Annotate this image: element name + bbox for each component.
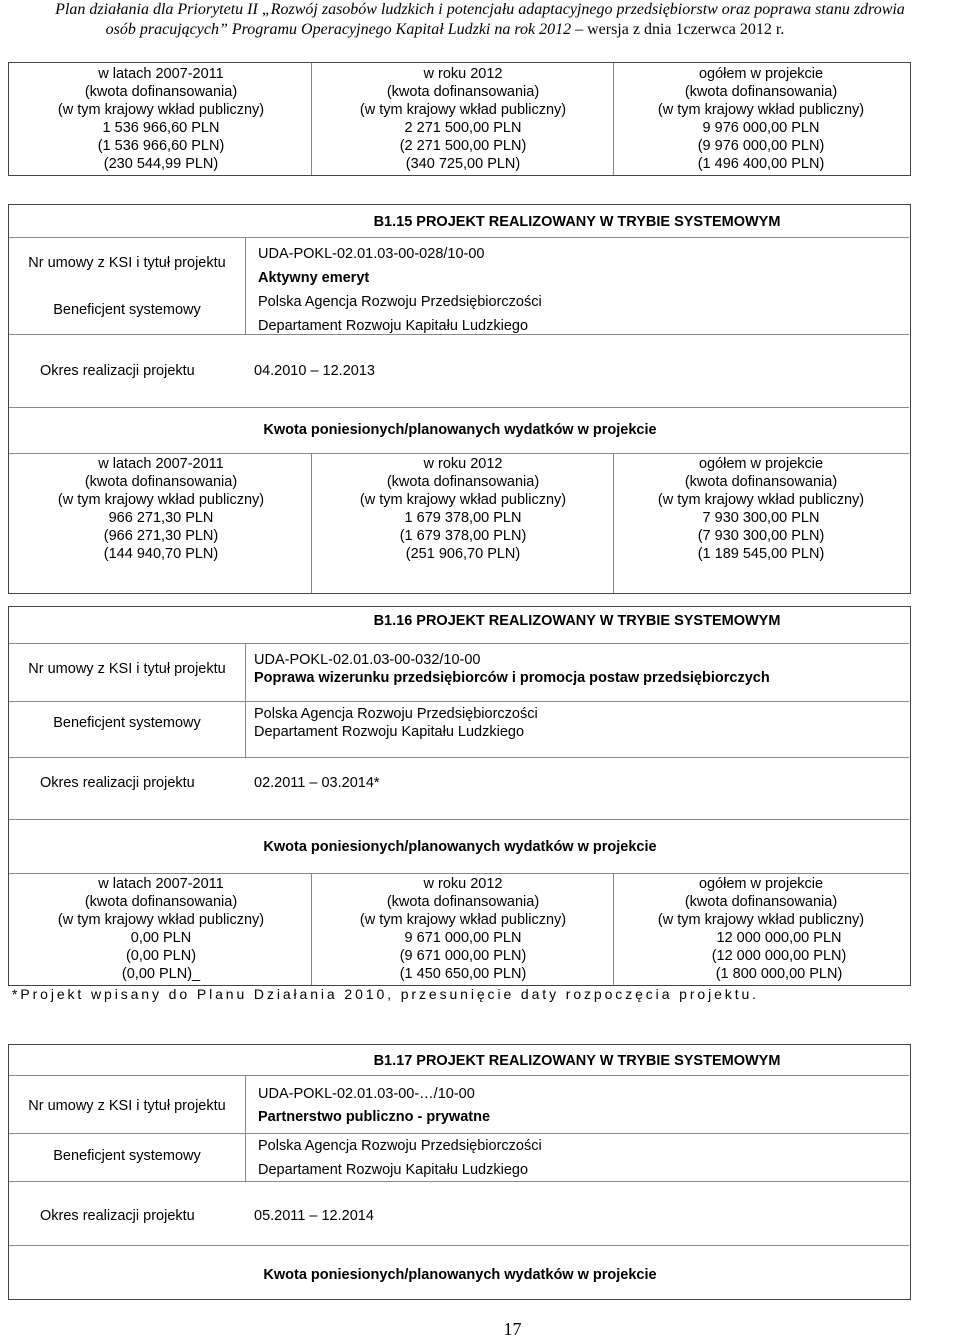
project-title: B1.17 PROJEKT REALIZOWANY W TRYBIE SYSTEMOWYM	[373, 1053, 781, 1069]
contract-label: Nr umowy z KSI i tytuł projektu	[28, 661, 226, 677]
project-name: Poprawa wizerunku przedsiębiorców i promocja postaw przedsiębiorczych	[254, 670, 770, 686]
expenses-col1-cell: w latach 2007-2011 (kwota dofinansowania) (w tym krajowy wkład publiczny) 966 271,30 PLN (966 271,30 PLN) (144 940,70 PLN)	[10, 455, 312, 563]
contract-label: Nr umowy z KSI i tytuł projektu	[28, 255, 226, 271]
page-number: 17	[503, 1319, 522, 1339]
amount-cofin: (966 271,30 PLN)	[103, 528, 219, 544]
amount-national: (1 189 545,00 PLN)	[697, 546, 825, 562]
amount-national: (1 800 000,00 PLN)	[715, 966, 843, 982]
amount-cofin: (1 679 378,00 PLN)	[399, 528, 527, 544]
amount-national: (251 906,70 PLN)	[405, 546, 521, 562]
top-col1-cell: w latach 2007-2011 (kwota dofinansowania) (w tym krajowy wkład publiczny) 1 536 966,60 PLN (1 536 966,60 PLN) (230 544,99 PLN)	[10, 65, 312, 173]
amount-total: 966 271,30 PLN	[108, 510, 214, 526]
contract-code: UDA-POKL-02.01.03-00-…/10-00	[258, 1086, 475, 1102]
period-to: 12.2013	[322, 363, 375, 379]
amount-total: 7 930 300,00 PLN	[702, 510, 820, 526]
amount-cofin: (9 671 000,00 PLN)	[399, 948, 527, 964]
contract-label: Nr umowy z KSI i tytuł projektu	[28, 1098, 226, 1114]
project-title: B1.15 PROJEKT REALIZOWANY W TRYBIE SYSTEMOWYM	[373, 214, 781, 230]
amount-total: 0,00 PLN	[130, 930, 192, 946]
expenses-col2-cell: w roku 2012 (kwota dofinansowania) (w tym krajowy wkład publiczny) 1 679 378,00 PLN (1 679 378,00 PLN) (251 906,70 PLN)	[312, 455, 614, 563]
period-from: 04.2010	[254, 363, 307, 379]
amount-cofin: (7 930 300,00 PLN)	[697, 528, 825, 544]
contract-code: UDA-POKL-02.01.03-00-028/10-00	[258, 246, 485, 262]
header-line-2-italic: osób pracujących” Programu Operacyjnego Kapitał Ludzki na rok 2012 –	[105, 21, 584, 38]
beneficiary-name: Polska Agencja Rozwoju Przedsiębiorczości	[258, 1138, 542, 1154]
amount-total: 12 000 000,00 PLN	[716, 930, 842, 946]
amount-cofin: (9 976 000,00 PLN)	[697, 138, 825, 154]
period-label: Okres realizacji projektu	[40, 775, 195, 791]
amount-national: (1 450 650,00 PLN)	[399, 966, 527, 982]
header-line-2-version: wersja z dnia 1czerwca 2012 r.	[583, 21, 785, 38]
project-name: Partnerstwo publiczno - prywatne	[258, 1109, 491, 1125]
beneficiary-name: Polska Agencja Rozwoju Przedsiębiorczości	[254, 706, 538, 722]
contract-code: UDA-POKL-02.01.03-00-032/10-00	[254, 652, 481, 668]
header-line-1: Plan działania dla Priorytetu II „Rozwój zasobów ludzkich i potencjału adaptacyjnego przedsiębiorstw oraz poprawa stanu zdrowia	[55, 1, 905, 18]
project-title: B1.16 PROJEKT REALIZOWANY W TRYBIE SYSTEMOWYM	[373, 613, 781, 629]
amount-total: 2 271 500,00 PLN	[404, 120, 522, 136]
amount-cofin: (12 000 000,00 PLN)	[711, 948, 847, 964]
beneficiary-label: Beneficjent systemowy	[53, 302, 201, 318]
project-name: Aktywny emeryt	[258, 270, 370, 286]
period-value: 05.2011 – 12.2014	[254, 1208, 374, 1224]
period-from: 05.2011	[254, 1208, 306, 1224]
amount-cofin: (2 271 500,00 PLN)	[399, 138, 527, 154]
expenses-col1-cell: w latach 2007-2011 (kwota dofinansowania) (w tym krajowy wkład publiczny) 0,00 PLN (0,00 PLN) (0,00 PLN)_	[10, 875, 312, 983]
amount-national: (144 940,70 PLN)	[103, 546, 219, 562]
amount-national: (340 725,00 PLN)	[405, 156, 521, 172]
amount-total: 9 671 000,00 PLN	[404, 930, 522, 946]
expenses-label: Kwota poniesionych/planowanych wydatków w projekcie	[263, 1267, 657, 1283]
beneficiary-department: Departament Rozwoju Kapitału Ludzkiego	[258, 1162, 529, 1178]
footnote: *Projekt wpisany do Planu Działania 2010, przesunięcie daty rozpoczęcia projektu.	[12, 986, 759, 1002]
top-col2-cell: w roku 2012 (kwota dofinansowania) (w tym krajowy wkład publiczny) 2 271 500,00 PLN (2 271 500,00 PLN) (340 725,00 PLN)	[312, 65, 614, 173]
period-to: 12.2014	[321, 1208, 374, 1224]
amount-total: 1 536 966,60 PLN	[102, 120, 220, 136]
expenses-col2-cell: w roku 2012 (kwota dofinansowania) (w tym krajowy wkład publiczny) 9 671 000,00 PLN (9 671 000,00 PLN) (1 450 650,00 PLN)	[312, 875, 614, 983]
expenses-col3-cell: ogółem w projekcie (kwota dofinansowania) (w tym krajowy wkład publiczny) 7 930 300,00 PLN (7 930 300,00 PLN) (1 189 545,00 PLN)	[612, 455, 910, 563]
beneficiary-department: Departament Rozwoju Kapitału Ludzkiego	[254, 724, 525, 740]
period-to: 03.2014*	[321, 775, 380, 791]
page-header	[0, 0, 960, 44]
amount-total: 1 679 378,00 PLN	[404, 510, 522, 526]
expenses-label: Kwota poniesionych/planowanych wydatków w projekcie	[263, 839, 657, 855]
beneficiary-label: Beneficjent systemowy	[53, 715, 201, 731]
amount-national: (0,00 PLN)_	[121, 966, 201, 982]
period-from: 02.2011	[254, 775, 306, 791]
period-label: Okres realizacji projektu	[40, 363, 195, 379]
amount-national: (1 496 400,00 PLN)	[697, 156, 825, 172]
expenses-label: Kwota poniesionych/planowanych wydatków w projekcie	[263, 422, 657, 438]
amount-national: (230 544,99 PLN)	[103, 156, 219, 172]
beneficiary-department: Departament Rozwoju Kapitału Ludzkiego	[258, 318, 529, 334]
header-line-2	[0, 20, 890, 40]
beneficiary-label: Beneficjent systemowy	[53, 1148, 201, 1164]
expenses-col3-cell: ogółem w projekcie (kwota dofinansowania) (w tym krajowy wkład publiczny) 12 000 000,00 PLN (12 000 000,00 PLN) (1 800 000,00 PLN)	[612, 875, 910, 983]
top-col3-cell: ogółem w projekcie (kwota dofinansowania) (w tym krajowy wkład publiczny) 9 976 000,00 PLN (9 976 000,00 PLN) (1 496 400,00 PLN)	[612, 65, 910, 173]
beneficiary-name: Polska Agencja Rozwoju Przedsiębiorczości	[258, 294, 542, 310]
amount-total: 9 976 000,00 PLN	[702, 120, 820, 136]
period-label: Okres realizacji projektu	[40, 1208, 195, 1224]
period-value: 04.2010 – 12.2013	[254, 363, 375, 379]
period-value: 02.2011 – 03.2014*	[254, 775, 380, 791]
amount-cofin: (0,00 PLN)	[125, 948, 197, 964]
amount-cofin: (1 536 966,60 PLN)	[97, 138, 225, 154]
